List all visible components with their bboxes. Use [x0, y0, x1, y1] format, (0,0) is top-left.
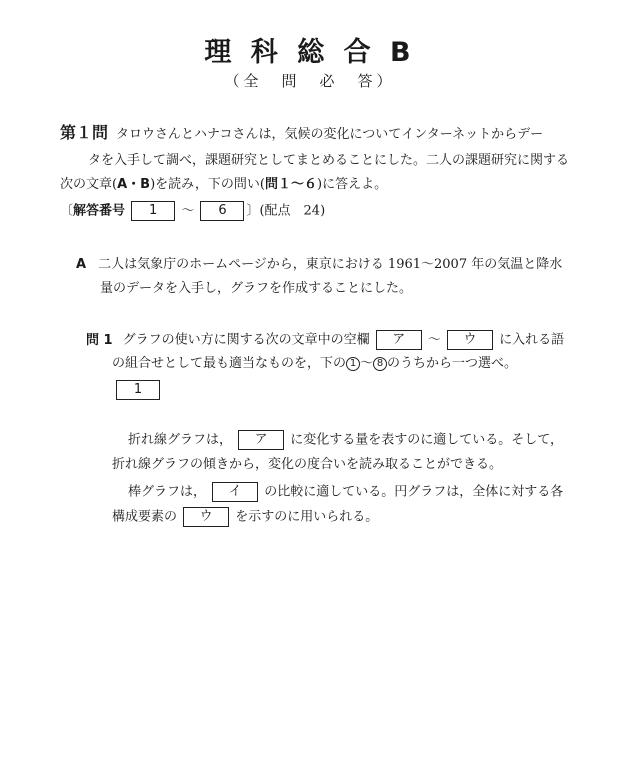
q1-intro-text3e: )に答えよ。 [317, 177, 388, 192]
q1-intro-line2: タを入手して調べ，課題研究としてまとめることにした。二人の課題研究に関する [88, 153, 570, 168]
question1-text1a: グラフの使い方に関する次の文章中の空欄 [122, 332, 370, 348]
blank-u-box: ウ [447, 330, 493, 350]
q1-intro-questions: 問１〜６ [265, 177, 318, 192]
page-subtitle: （全 問 必 答） [224, 72, 396, 90]
passage-line1 [128, 430, 563, 450]
blank-a-box: ア [376, 330, 422, 350]
q1-heading: 第１問 [60, 123, 109, 142]
passage-text3b: の比較に適している。円グラフは，全体に対する各 [264, 484, 564, 500]
page-title: 理 科 総 合 B [204, 37, 416, 68]
passage-text4a: 構成要素の [112, 509, 178, 525]
question1-answer-line [114, 380, 162, 400]
passage-blank-i: イ [212, 482, 258, 502]
passage-blank-u: ウ [183, 507, 229, 527]
answer-box-to: 6 [200, 201, 244, 221]
q1-intro-text3a: 次の文章( [60, 177, 118, 192]
choice-tilde: 〜 [360, 356, 374, 371]
q1-intro-line3 [60, 176, 387, 194]
question1-label: 問 1 [86, 332, 113, 348]
question1-line2 [112, 355, 517, 373]
choice-last-circle: 8 [373, 357, 387, 371]
answer-box-from: 1 [131, 201, 175, 221]
passage-line3 [128, 482, 563, 502]
section-a-label: A [76, 257, 87, 272]
question1-text1b: に入れる語 [499, 332, 565, 348]
answer-tilde: 〜 [181, 203, 195, 219]
passage-line2: 折れ線グラフの傾きから，変化の度合いを読み取ることができる。 [112, 457, 503, 472]
answer-number-label: 解答番号 [73, 203, 126, 219]
answer-bracket-open: 〔 [60, 203, 74, 219]
question1-text2a: の組合せとして最も適当なものを，下の [112, 356, 347, 371]
section-a-line1 [76, 256, 562, 274]
question1-line1 [86, 330, 564, 350]
answer-number-line [60, 201, 325, 221]
q1-intro-line1 [60, 124, 543, 144]
q1-intro-text1: タロウさんとハナコさんは，気候の変化についてインターネットからデー [116, 127, 544, 142]
points-label: 〕(配点 24) [246, 203, 326, 219]
passage-text1b: に変化する量を表すのに適している。そして， [290, 432, 564, 448]
section-a-line2: 量のデータを入手し，グラフを作成することにした。 [100, 281, 413, 296]
passage-text4b: を示すのに用いられる。 [235, 509, 379, 525]
question1-tilde: 〜 [427, 332, 441, 348]
choice-first-circle: 1 [346, 357, 360, 371]
passage-text1a: 折れ線グラフは， [128, 432, 233, 448]
q1-intro-text3c: )を読み，下の問い( [150, 177, 265, 192]
question1-answer-box: 1 [116, 380, 160, 400]
passage-text3a: 棒グラフは， [128, 484, 207, 500]
question1-text2b: のうちから一つ選べ。 [387, 356, 518, 371]
section-a-text1: 二人は気象庁のホームページから，東京における 1961〜2007 年の気温と降水 [98, 257, 563, 272]
passage-line4 [112, 507, 378, 527]
passage-blank-a: ア [238, 430, 284, 450]
q1-intro-parts: A・B [117, 177, 151, 192]
